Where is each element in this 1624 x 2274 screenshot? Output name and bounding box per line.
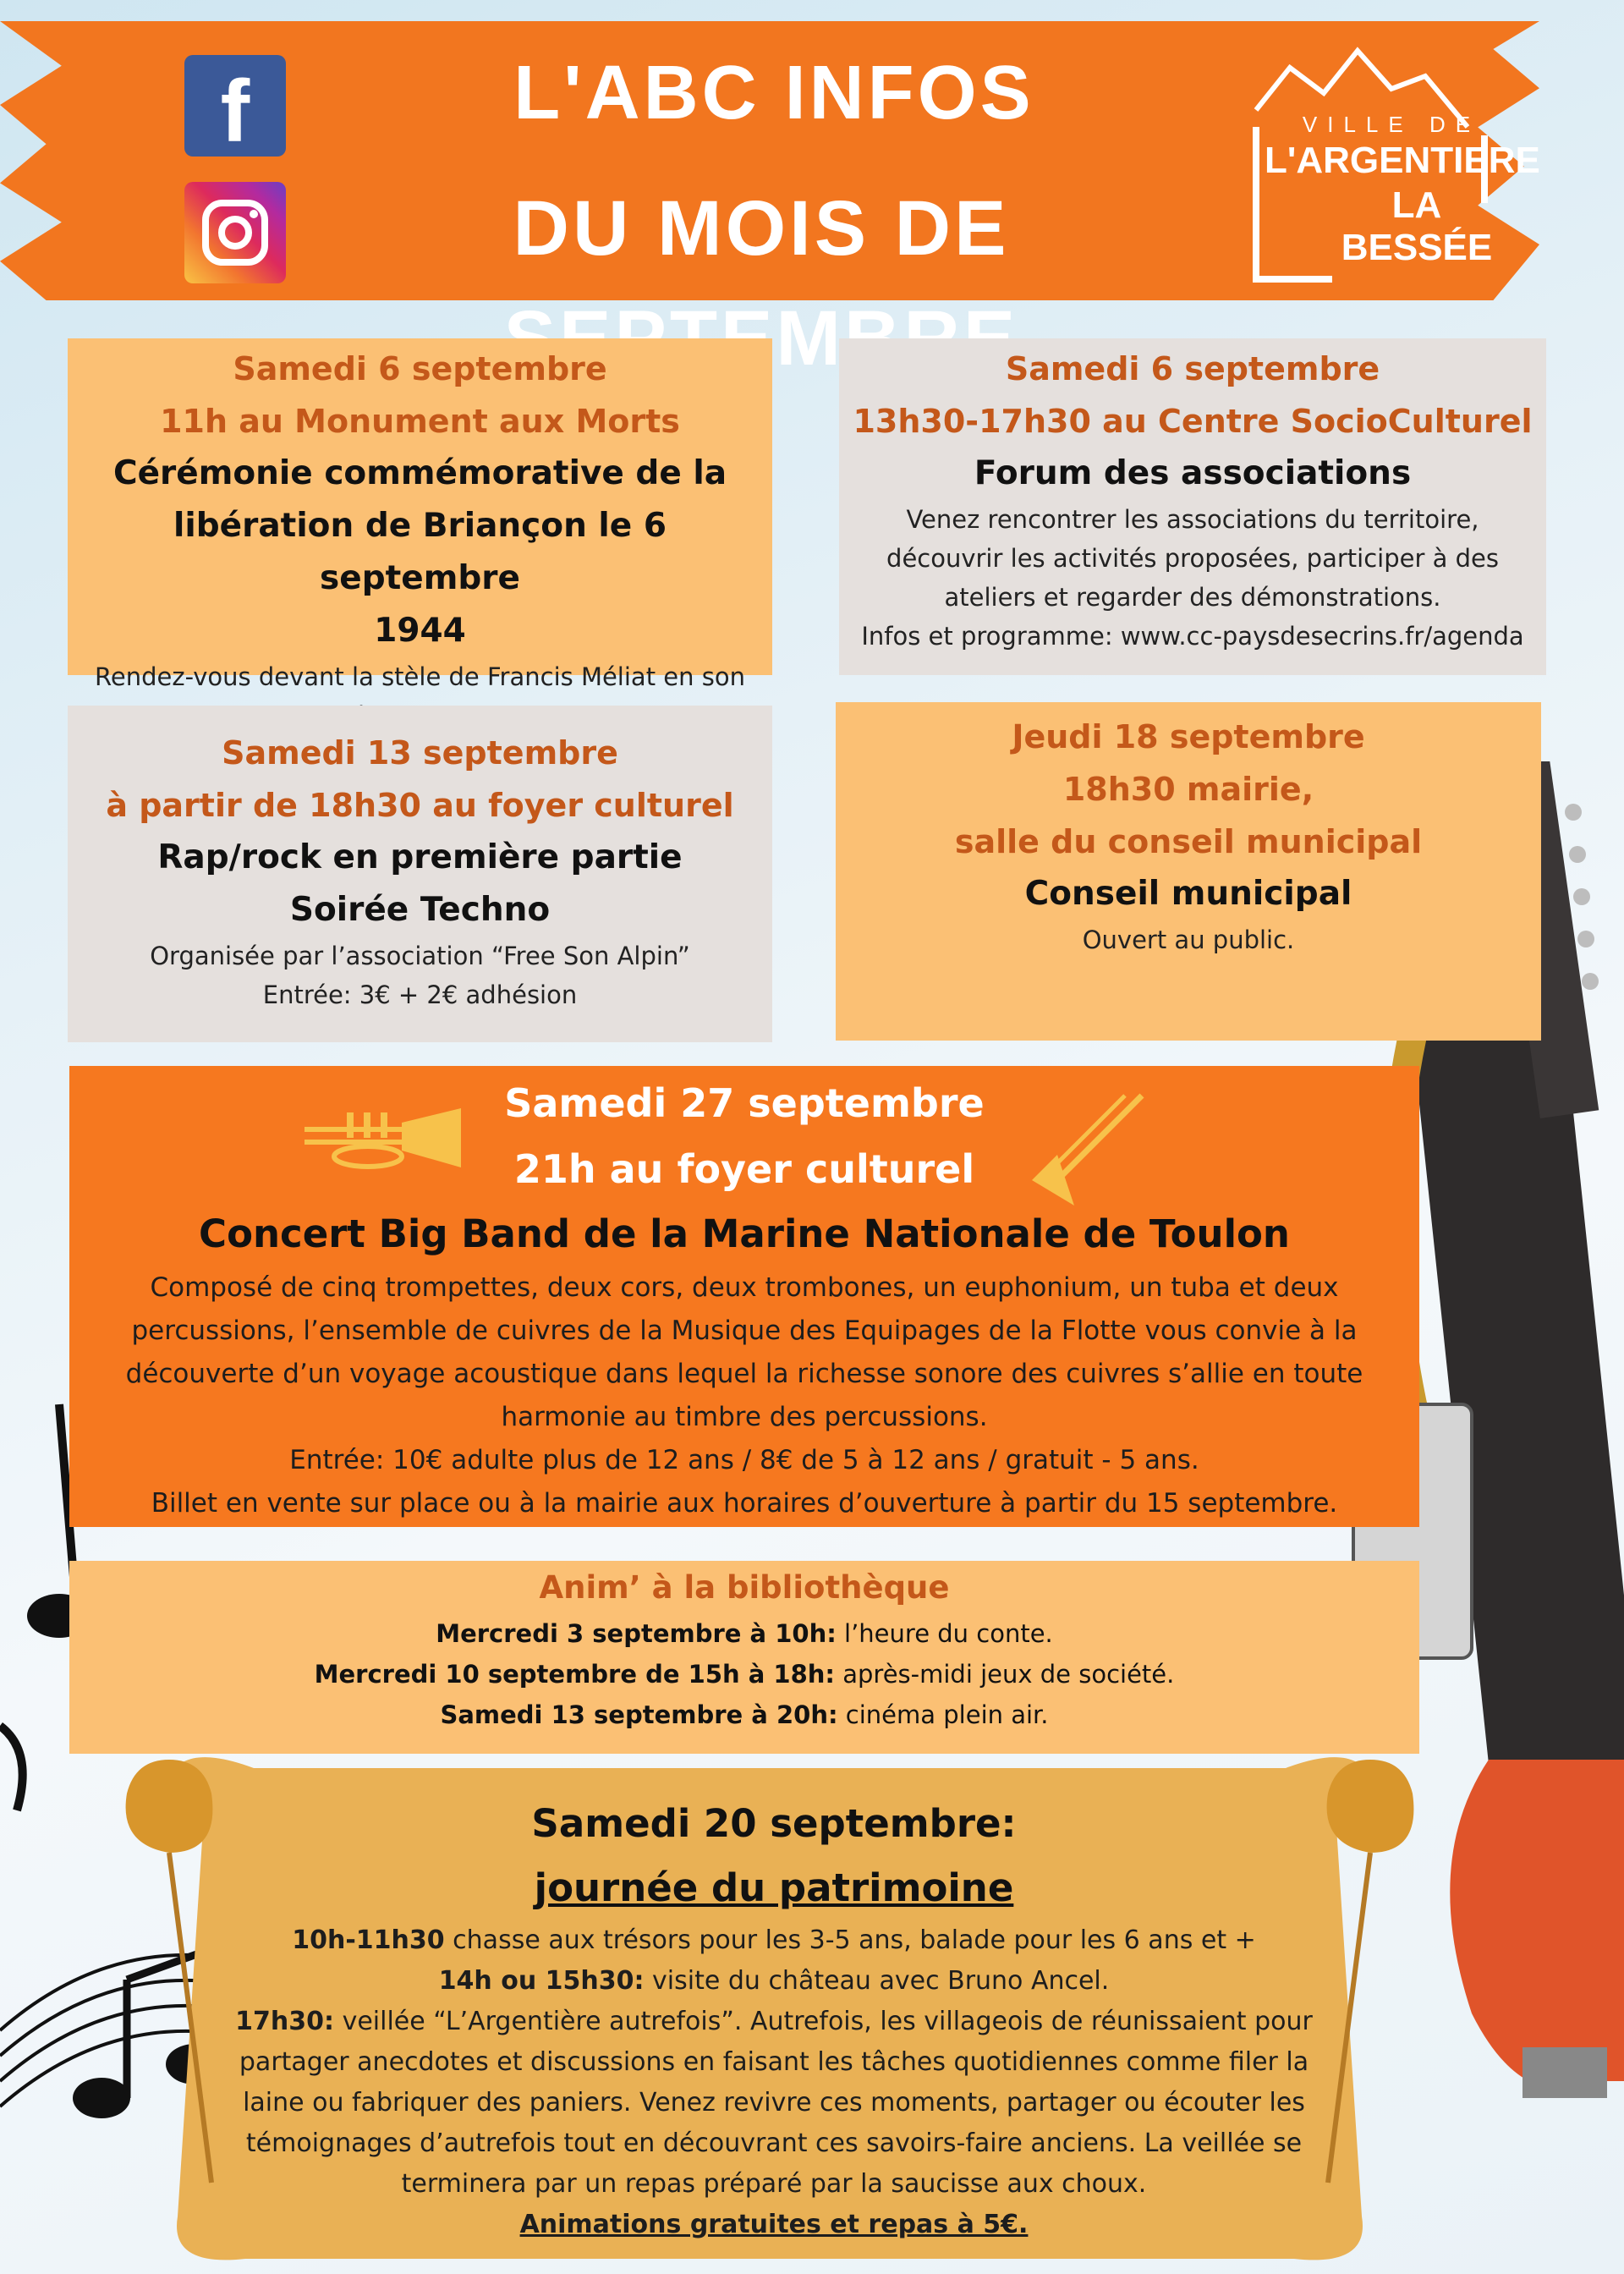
event-date: Samedi 20 septembre:: [531, 1801, 1017, 1846]
event-text: ateliers et regarder des démonstrations.: [944, 583, 1441, 612]
patrimoine-time: 10h-11h30: [292, 1925, 445, 1955]
logo-line1: VILLE DE: [1302, 112, 1481, 137]
event-place: 11h au Monument aux Morts: [160, 403, 680, 440]
event-date: Samedi 6 septembre: [233, 350, 607, 387]
biblio-line-date: Samedi 13 septembre à 20h:: [440, 1700, 838, 1729]
event-title: Rap/rock en première partie: [157, 838, 683, 876]
event-title: Soirée Techno: [289, 891, 551, 929]
patrimoine-text: visite du château avec Bruno Ancel.: [644, 1966, 1110, 1996]
event-card-concert: [69, 1066, 1419, 1527]
event-text: harmonie au timbre des percussions.: [501, 1402, 988, 1432]
biblio-line-date: Mercredi 3 septembre à 10h:: [436, 1619, 837, 1648]
event-text: Venez rencontrer les associations du territoire,: [906, 505, 1479, 534]
biblio-line-text: l’heure du conte.: [836, 1619, 1053, 1648]
header-title-line2: DU MOIS DE: [513, 185, 1010, 272]
patrimoine-footer: Animations gratuites et repas à 5€.: [519, 2210, 1029, 2239]
event-title: Cérémonie commémorative de la: [112, 454, 727, 492]
patrimoine-text: veillée “L’Argentière autrefois”. Autrefois, les villageois de réunissaient pour: [334, 2007, 1313, 2036]
logo-line2: L'ARGENTIERE: [1265, 140, 1540, 181]
event-text: percussions, l’ensemble de cuivres de la Musique des Equipages de la Flotte vous convie à la: [131, 1316, 1358, 1346]
header-title-line1: L'ABC INFOS: [513, 51, 1034, 135]
biblio-line: [69, 1613, 1419, 1654]
patrimoine-time: 14h ou 15h30:: [438, 1966, 645, 1996]
biblio-line: [69, 1695, 1419, 1735]
event-date: Jeudi 18 septembre: [1012, 718, 1365, 755]
event-title: journée du patrimoine: [534, 1865, 1014, 1910]
event-text: Composé de cinq trompettes, deux cors, deux trombones, un euphonium, un tuba et deux: [150, 1272, 1339, 1303]
event-place: 21h au foyer culturel: [513, 1146, 975, 1192]
event-card-ceremonie: [68, 338, 772, 691]
biblio-line-date: Mercredi 10 septembre de 15h à 18h:: [314, 1660, 836, 1689]
event-card-soiree-techno: [68, 706, 772, 1042]
event-card-conseil: [836, 702, 1541, 1041]
town-logo: [1231, 34, 1540, 292]
event-title: Anim’ à la bibliothèque: [539, 1569, 950, 1606]
event-title: Conseil municipal: [1024, 875, 1352, 913]
patrimoine-text: chasse aux trésors pour les 3-5 ans, balade pour les 6 ans et +: [444, 1925, 1256, 1955]
event-link[interactable]: Infos et programme: www.cc-paysdesecrins.fr/agenda: [861, 622, 1524, 651]
biblio-line-text: après-midi jeux de société.: [835, 1660, 1175, 1689]
patrimoine-line: [203, 2002, 1345, 2042]
event-text: Entrée: 10€ adulte plus de 12 ans / 8€ de 5 à 12 ans / gratuit - 5 ans.: [289, 1445, 1199, 1475]
event-date: Samedi 13 septembre: [222, 734, 618, 772]
event-text: découverte d’un voyage acoustique dans lequel la richesse sonore des cuivres s’allie en toute: [125, 1359, 1363, 1389]
event-title: Forum des associations: [974, 454, 1412, 492]
event-title: 1944: [374, 612, 466, 650]
event-date: Samedi 6 septembre: [1005, 350, 1380, 387]
event-text: Rendez-vous devant la stèle de Francis Méliat en son: [95, 662, 745, 691]
event-place: 18h30 mairie,: [1062, 771, 1314, 808]
event-place: à partir de 18h30 au foyer culturel: [106, 787, 734, 824]
biblio-line-text: cinéma plein air.: [837, 1700, 1049, 1729]
event-text: découvrir les activités proposées, participer à des: [886, 544, 1499, 573]
event-text: Ouvert au public.: [1082, 926, 1295, 954]
biblio-line: [69, 1654, 1419, 1695]
facebook-icon[interactable]: f: [184, 55, 286, 157]
event-card-forum: [839, 338, 1546, 675]
trombone-icon: [1023, 1087, 1150, 1214]
event-place: salle du conseil municipal: [954, 823, 1423, 860]
patrimoine-time: 17h30:: [235, 2007, 335, 2036]
event-text: Billet en vente sur place ou à la mairie aux horaires d’ouverture à partir du 15 septembre.: [151, 1488, 1338, 1519]
event-date: Samedi 27 septembre: [504, 1080, 985, 1126]
patrimoine-line: [203, 1961, 1345, 2002]
event-card-bibliotheque: [69, 1561, 1419, 1754]
patrimoine-text: partager anecdotes et discussions en faisant les tâches quotidiennes comme filer la: [239, 2047, 1309, 2077]
patrimoine-line: [203, 1920, 1345, 1961]
logo-line3: LA BESSÉE: [1341, 184, 1493, 268]
instagram-icon[interactable]: [184, 182, 286, 283]
event-title: Concert Big Band de la Marine Nationale de Toulon: [199, 1211, 1290, 1256]
event-title: libération de Briançon le 6 septembre: [173, 507, 667, 597]
event-text: Organisée par l’association “Free Son Alpin”: [150, 942, 690, 970]
patrimoine-text: témoignages d’autrefois tout en découvrant ces savoirs-faire anciens. La veillée se: [245, 2128, 1303, 2158]
event-place: 13h30-17h30 au Centre SocioCulturel: [853, 403, 1533, 440]
patrimoine-text: laine ou fabriquer des paniers. Venez revivre ces moments, partager ou écouter les: [243, 2088, 1305, 2117]
event-card-patrimoine: [203, 1792, 1345, 2266]
trumpet-icon: [300, 1104, 469, 1172]
event-text: Entrée: 3€ + 2€ adhésion: [262, 980, 578, 1009]
patrimoine-text: terminera par un repas préparé par la saucisse aux choux.: [401, 2169, 1147, 2199]
